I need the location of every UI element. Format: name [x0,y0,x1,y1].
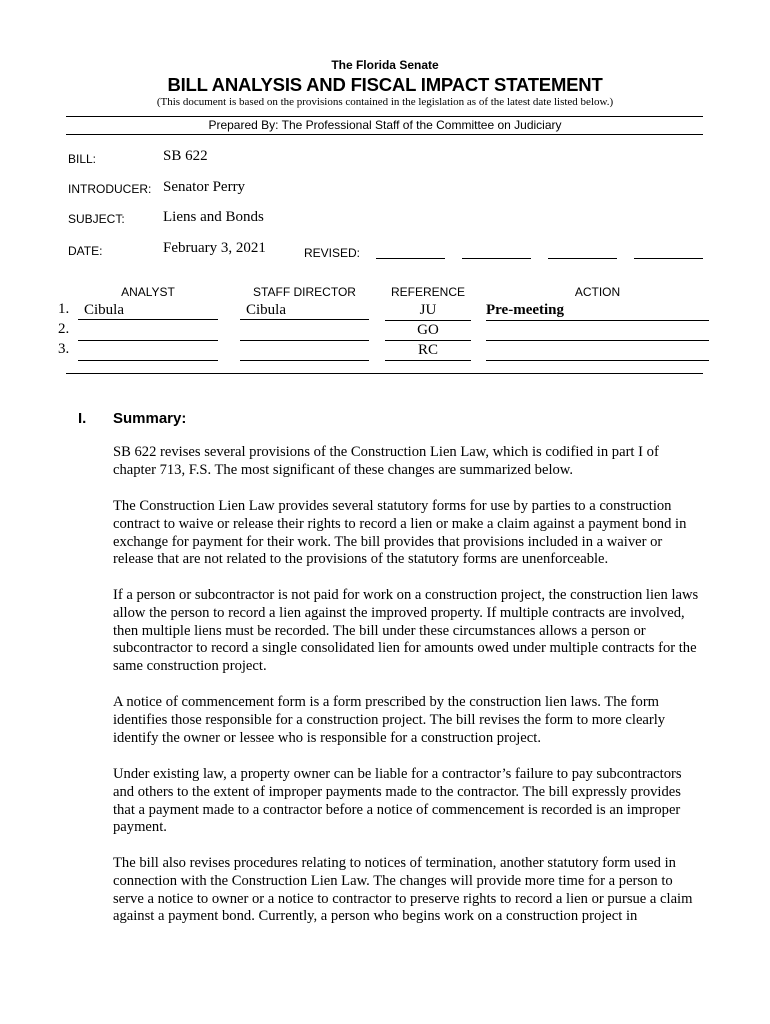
divider-prepared [66,134,703,135]
introducer-label: INTRODUCER: [68,182,152,196]
revised-line-1 [376,258,445,259]
analyst-cell [78,341,218,361]
col-header-reference: REFERENCE [390,285,465,299]
summary-paragraph-1: SB 622 revises several provisions of the Construction Lien Law, which is codified in part I of chapter 713, F.S. The most significant of these changes are summarized below. [113,444,659,478]
reference-cell: JU [385,301,471,321]
document-subtitle: (This document is based on the provisions contained in the legislation as of the latest date listed below.) [156,96,614,108]
divider-top [66,116,703,117]
summary-paragraph-4: A notice of commencement form is a form prescribed by the construction lien laws. The form identifies those responsible for a construction project. The bill revises the form to more clearly identify the owner or lessee who is responsible for a construction project. [113,694,666,746]
revised-label: REVISED: [304,246,361,260]
bill-value: SB 622 [163,148,208,164]
col-header-staff-director: STAFF DIRECTOR [253,285,356,299]
analyst-cell [78,321,218,341]
action-cell [486,341,709,361]
staff-director-cell [240,341,369,361]
col-header-action: ACTION [574,285,621,299]
summary-paragraph-5: Under existing law, a property owner can be liable for a contractor’s failure to pay subcontractors and others to the extent of improper payments made to the contractor. The bill expressly provides that a payment made to a contractor before a notice of commencement is recorded is an improper payment. [113,766,682,836]
summary-paragraph-2: The Construction Lien Law provides several statutory forms for use by parties to a construction contract to waive or release their rights to record a lien or make a claim against a payment bond in exchange for payment for their work. The bill provides that provisions included in a waiver or release that are not related to the provisions of the statutory forms are unenforceable. [113,498,687,568]
staff-director-cell [240,321,369,341]
col-header-analyst: ANALYST [121,285,175,299]
summary-paragraph-6: The bill also revises procedures relating to notices of termination, another statutory form used in connection with the Construction Lien Law. The changes will provide more time for a person to serve a notice to owner or a notice to contractor to preserve rights to record a lien or pursue a claim against a payment bond. Currently, a person who begins work on a construction project in [113,855,693,925]
section-title: Summary: [113,410,187,427]
revised-line-3 [548,258,617,259]
analyst-cell: Cibula [78,301,218,320]
reference-cell: GO [385,321,471,341]
summary-paragraph-3: If a person or subcontractor is not paid for work on a construction project, the construction lien laws allow the person to record a lien against the improved property. If multiple contracts are involved, then multiple liens must be recorded. The bill under these circumstances allows a person or subcontractor to record a single consolidated lien for amounts owed under multiple contracts for the same construction project. [113,587,699,675]
revised-line-4 [634,258,703,259]
introducer-value: Senator Perry [163,179,246,195]
row-number: 2. [58,321,70,337]
document-title: BILL ANALYSIS AND FISCAL IMPACT STATEMENT [167,74,603,95]
date-label: DATE: [68,244,103,258]
row-number: 1. [58,301,70,317]
action-cell: Pre-meeting [486,301,709,321]
org-name: The Florida Senate [331,58,439,72]
bill-label: BILL: [68,152,97,166]
subject-label: SUBJECT: [68,212,125,226]
action-cell [486,321,709,341]
subject-value: Liens and Bonds [163,209,264,225]
row-number: 3. [58,341,70,357]
reference-cell: RC [385,341,471,361]
section-number: I. [78,410,87,427]
prepared-by: Prepared By: The Professional Staff of the Committee on Judiciary [208,118,562,132]
date-value: February 3, 2021 [163,240,266,256]
divider-table-bottom [66,373,703,374]
revised-line-2 [462,258,531,259]
staff-director-cell: Cibula [240,301,369,320]
